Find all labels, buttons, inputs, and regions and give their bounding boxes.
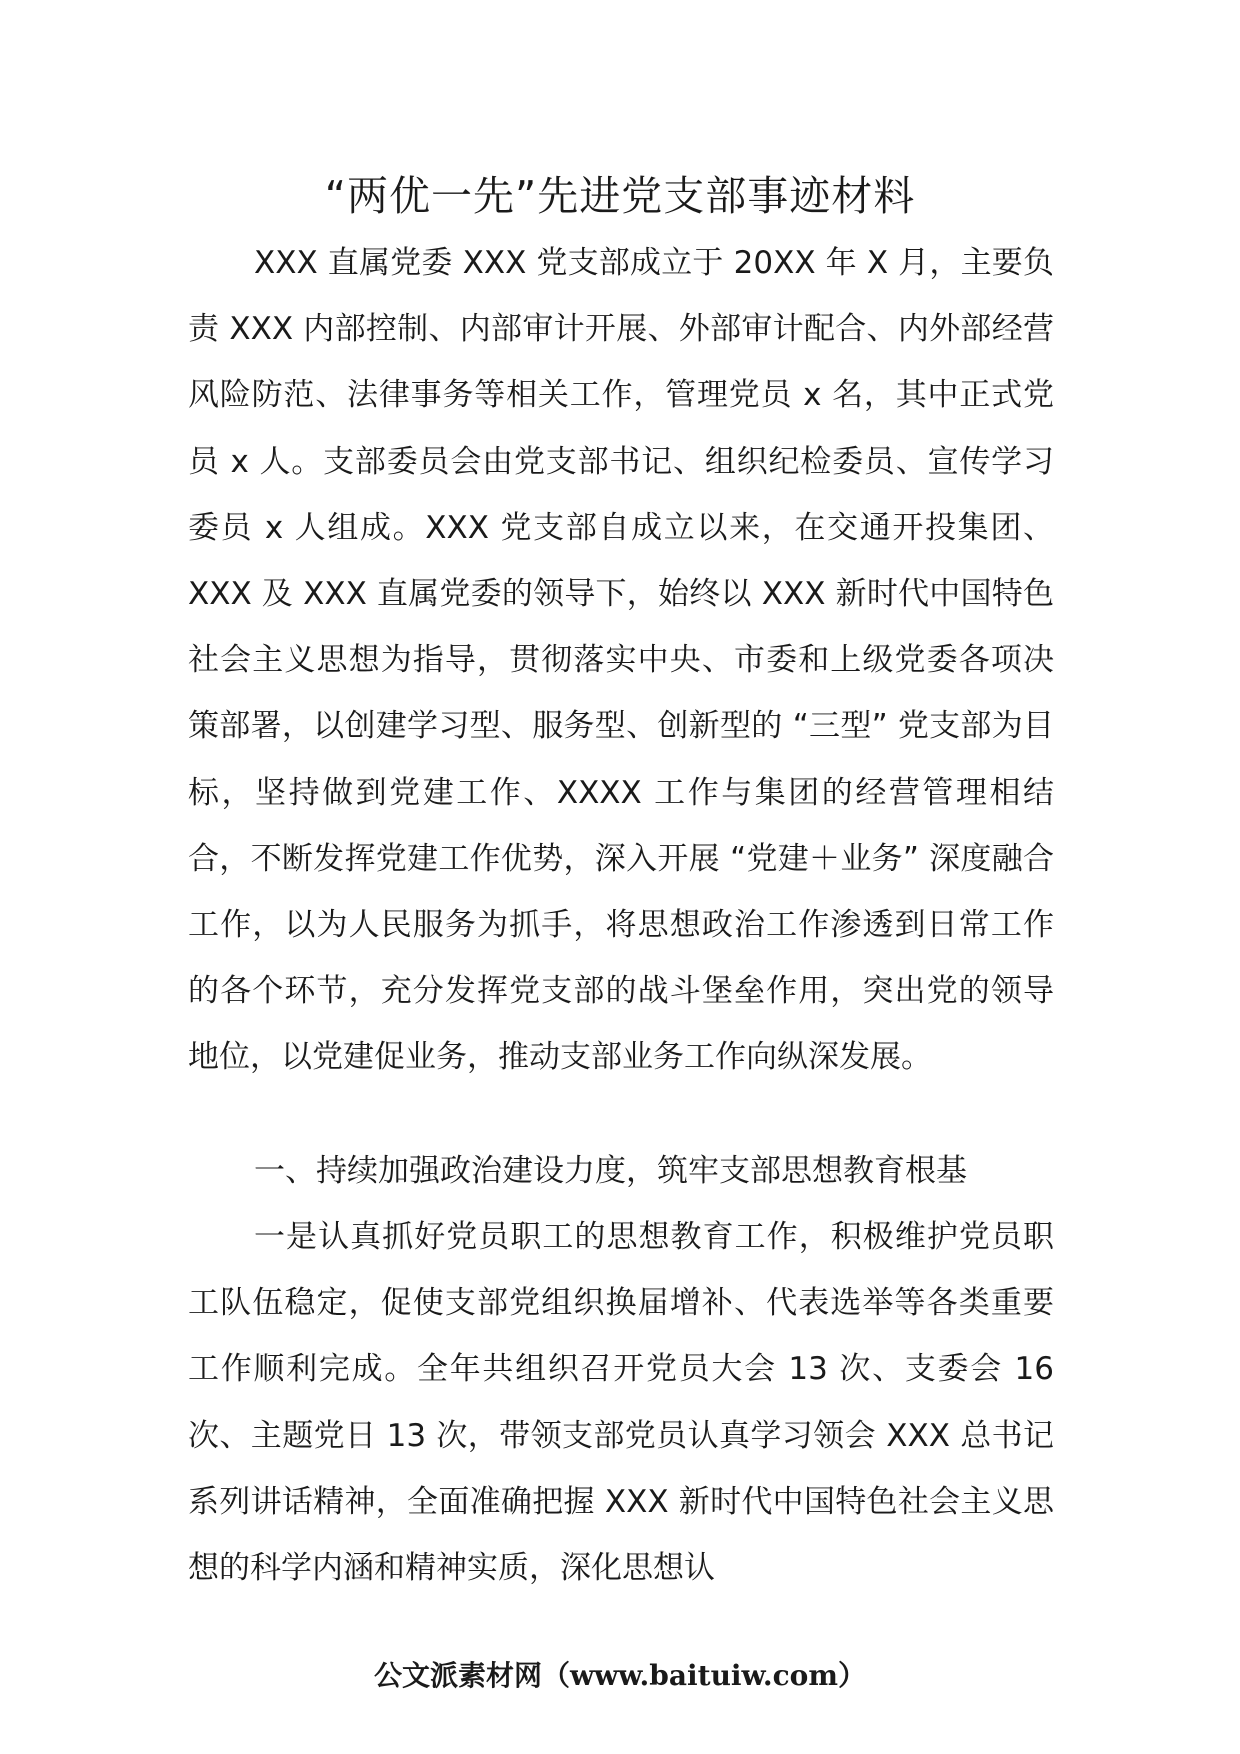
intro-paragraph: XXX 直属党委 XXX 党支部成立于 20XX 年 X 月，主要负责 XXX 内部控制、内部审计开展、外部审计配合、内外部经营风险防范、法律事务等相关工作，管理党员 x 名，其中正式党员 x 人。支部委员会由党支部书记、组织纪检委员、宣传学习委员 x 人组成。XXX 党支部自成立以来，在交通开投集团、XXX 及 XXX 直属党委的领导下，始终以 XXX 新时代中国特色社会主义思想为指导，贯彻落实中央、市委和上级党委各项决策部署，以创建学习型、服务型、创新型的 “三型” 党支部为目标，坚持做到党建工作、XXXX 工作与集团的经营管理相结合，不断发挥党建工作优势，深入开展 “党建＋业务” 深度融合工作，以为人民服务为抓手，将思想政治工作渗透到日常工作的各个环节，充分发挥党支部的战斗堡垒作用，突出党的领导地位，以党建促业务，推动支部业务工作向纵深发展。 [188, 245, 1054, 1076]
document-title: “两优一先”先进党支部事迹材料 [324, 172, 916, 220]
section-paragraph: 一是认真抓好党员职工的思想教育工作，积极维护党员职工队伍稳定，促使支部党组织换届增补、代表选举等各类重要工作顺利完成。全年共组织召开党员大会 13 次、支委会 16 次、主题党日 13 次，带领支部党员认真学习领会 XXX 总书记系列讲话精神，全面准确把握 XXX 新时代中国特色社会主义思想的科学内涵和精神实质，深化思想认 [188, 1219, 1054, 1587]
section-heading: 一、持续加强政治建设力度，筑牢支部思想教育根基 [254, 1153, 967, 1189]
footer-watermark: 公文派素材网（www.baituiw.com） [374, 1659, 866, 1692]
